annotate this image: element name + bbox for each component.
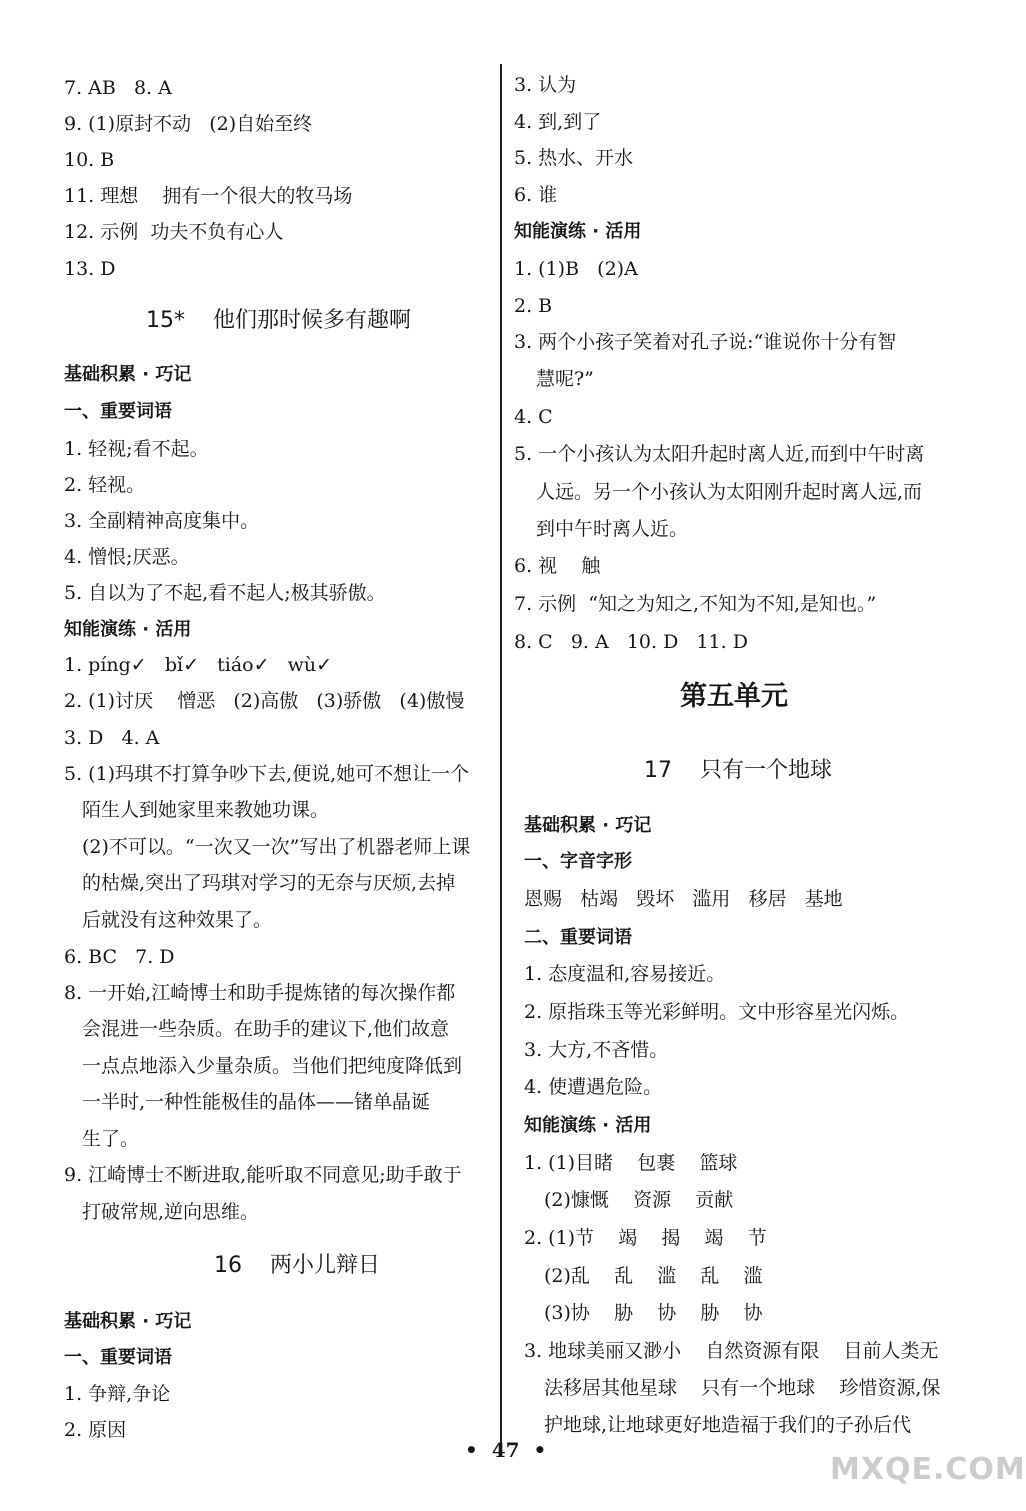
answer-line: 11. 理想 拥有一个很大的牧马场 [64, 185, 353, 207]
watermark: MXQE.COM [830, 1452, 1026, 1487]
answer-line: 7. AB 8. A [64, 77, 172, 99]
page-number: • 47 • [465, 1438, 547, 1462]
answer-line: 人远。另一个小孩认为太阳刚升起时离人远,而 [536, 481, 923, 503]
answer-line: 3. 地球美丽又渺小 自然资源有限 目前人类无 [524, 1340, 939, 1362]
answer-line: 到中午时离人近。 [536, 518, 689, 540]
answer-line: 7. 示例 “知之为知之,不知为不知,是知也。” [514, 593, 877, 615]
subsection-heading: 二、重要词语 [524, 927, 632, 948]
answer-line: 5. 一个小孩认为太阳升起时离人近,而到中午时离 [514, 443, 925, 465]
answer-line: 3. 认为 [514, 74, 577, 96]
answer-line: 3. 两个小孩子笑着对孔子说:“谁说你十分有智 [514, 331, 897, 353]
answer-line: 1. 争辩,争论 [64, 1383, 171, 1405]
answer-line: 打破常规,逆向思维。 [82, 1201, 260, 1223]
answer-line: (2)不可以。“一次又一次”写出了机器老师上课 [82, 836, 471, 858]
subsection-heading: 一、重要词语 [64, 1347, 172, 1368]
answer-line: 10. B [64, 149, 115, 171]
answer-line: 2. 原因 [64, 1419, 127, 1441]
answer-line: 13. D [64, 258, 116, 280]
lesson-title: 16 两小儿辩日 [214, 1253, 380, 1278]
answer-line: 陌生人到她家里来教她功课。 [82, 799, 330, 821]
lesson-title: 15* 他们那时候多有趣啊 [146, 308, 411, 333]
answer-line: (2)慷慨 资源 贡献 [544, 1189, 734, 1211]
lesson-title: 17 只有一个地球 [644, 758, 832, 783]
answer-line: 4. 使遭遇危险。 [524, 1076, 663, 1098]
answer-line: 2. 原指珠玉等光彩鲜明。文中形容星光闪烁。 [524, 1001, 910, 1023]
answer-line: 护地球,让地球更好地造福于我们的子孙后代 [544, 1414, 912, 1436]
answer-line: 2. 轻视。 [64, 474, 146, 496]
answer-line: 2. (1)节 竭 揭 竭 节 [524, 1227, 767, 1249]
answer-line: 会混进一些杂质。在助手的建议下,他们故意 [82, 1018, 450, 1040]
section-heading: 知能演练 · 活用 [64, 619, 192, 640]
answer-line: 1. (1)目睹 包裹 篮球 [524, 1152, 738, 1174]
answer-line: 2. B [514, 295, 553, 317]
answer-line: 后就没有这种效果了。 [82, 909, 273, 931]
answer-line: 4. 憎恨;厌恶。 [64, 546, 190, 568]
answer-line: 12. 示例 功夫不负有心人 [64, 221, 284, 243]
unit-title: 第五单元 [680, 681, 788, 712]
answer-line: 一半时,一种性能极佳的晶体——锗单晶诞 [82, 1091, 431, 1113]
answer-line: 1. 轻视;看不起。 [64, 438, 209, 460]
answer-line: 3. 大方,不吝惜。 [524, 1039, 669, 1061]
answer-line: 一点点地添入少量杂质。当他们把纯度降低到 [82, 1055, 463, 1077]
answer-line: 恩赐 枯竭 毁坏 滥用 移居 基地 [524, 888, 843, 910]
answer-line: 的枯燥,突出了玛琪对学习的无奈与厌烦,去掉 [82, 872, 456, 894]
answer-line: 5. 热水、开水 [514, 147, 634, 169]
answer-line: 法移居其他星球 只有一个地球 珍惜资源,保 [544, 1377, 941, 1399]
subsection-heading: 一、重要词语 [64, 401, 172, 422]
subsection-heading: 一、字音字形 [524, 851, 632, 872]
section-heading: 知能演练 · 活用 [524, 1115, 652, 1136]
answer-line: 4. C [514, 406, 553, 428]
answer-line: 6. 谁 [514, 184, 558, 206]
answer-line: 生了。 [82, 1128, 140, 1150]
answer-line: 8. C 9. A 10. D 11. D [514, 631, 748, 653]
answer-line: 4. 到,到了 [514, 111, 602, 133]
section-heading: 基础积累 · 巧记 [524, 815, 652, 836]
answer-line: 1. (1)B (2)A [514, 258, 638, 280]
answer-line: (2)乱 乱 滥 乱 滥 [544, 1265, 763, 1287]
answer-line: 5. (1)玛琪不打算争吵下去,便说,她可不想让一个 [64, 763, 470, 785]
answer-line: 3. D 4. A [64, 727, 160, 749]
answer-line: 6. BC 7. D [64, 946, 175, 968]
column-divider [500, 64, 502, 1449]
answer-line: 慧呢?” [536, 368, 594, 390]
answer-line: (3)协 胁 协 胁 协 [544, 1302, 763, 1324]
answer-line: 1. píng✓ bǐ✓ tiáo✓ wù✓ [64, 654, 333, 676]
answer-line: 5. 自以为了不起,看不起人;极其骄傲。 [64, 582, 386, 604]
section-heading: 基础积累 · 巧记 [64, 364, 192, 385]
answer-line: 9. (1)原封不动 (2)自始至终 [64, 113, 313, 135]
answer-line: 9. 江崎博士不断进取,能听取不同意见;助手敢于 [64, 1164, 462, 1186]
answer-line: 8. 一开始,江崎博士和助手提炼锗的每次操作都 [64, 982, 456, 1004]
section-heading: 知能演练 · 活用 [514, 221, 642, 242]
answer-line: 3. 全副精神高度集中。 [64, 510, 260, 532]
answer-line: 6. 视 触 [514, 555, 601, 577]
section-heading: 基础积累 · 巧记 [64, 1311, 192, 1332]
answer-line: 1. 态度温和,容易接近。 [524, 963, 726, 985]
answer-line: 2. (1)讨厌 憎恶 (2)高傲 (3)骄傲 (4)傲慢 [64, 690, 465, 712]
